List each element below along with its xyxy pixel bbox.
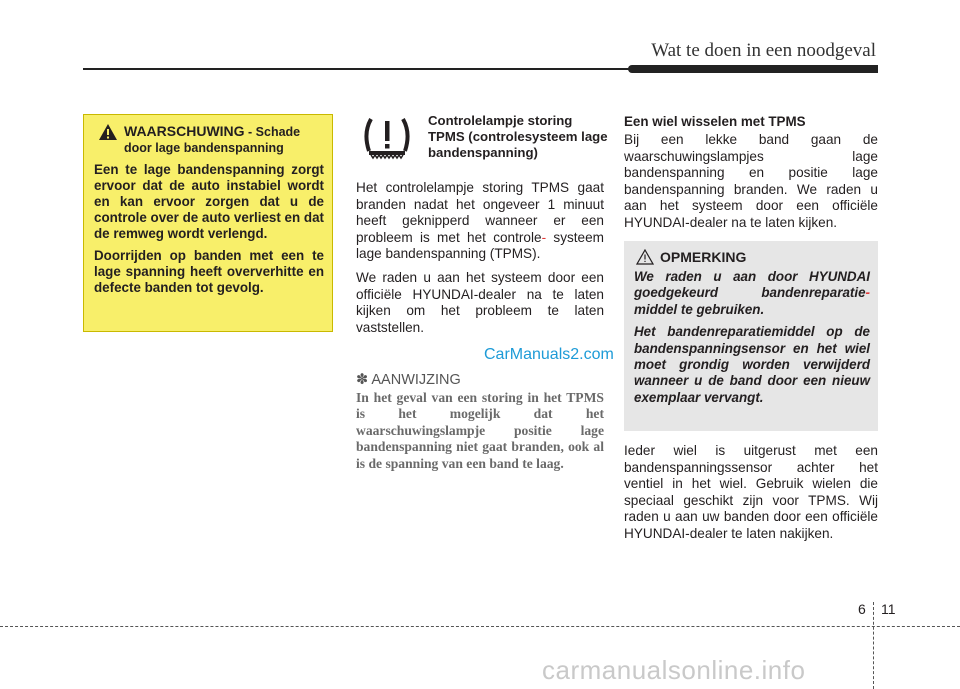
warning-title: WAARSCHUWING xyxy=(124,123,245,139)
opmerking-paragraph-1-hyphen: - xyxy=(865,285,870,301)
tpms-paragraph-1-hyphen: - xyxy=(541,229,547,245)
tpms-body xyxy=(356,180,604,343)
footer-vertical-line xyxy=(873,602,874,689)
watermark-carmanuals: CarManuals2.com xyxy=(484,346,614,363)
wheel-change-title: Een wiel wisselen met TPMS xyxy=(624,114,806,129)
tpms-paragraph-1-cont: systeem lage bandenspanning (TPMS). xyxy=(356,229,605,262)
tpms-paragraph-1-text: Het controlelampje storing TPMS gaat branden nadat het ongeveer 1 minuut heeft geknipperd wanneer er een probleem is met het controle xyxy=(356,180,604,245)
tpms-paragraph-2: We raden u aan het systeem door een officiële HYUNDAI-dealer na te laten kijken om het probleem te laten vaststellen. xyxy=(356,269,604,335)
opmerking-header xyxy=(634,249,870,265)
page-number: 11 xyxy=(881,601,896,617)
footer-dashed-line xyxy=(0,626,960,627)
note-heading: ✽ AANWIJZING xyxy=(356,372,461,388)
opmerking-paragraph-1-cont: middel te gebruiken. xyxy=(634,301,765,317)
wheel-change-paragraph-2: Ieder wiel is uitgerust met een bandenspanningssensor achter het ventiel in het wiel. Gebruik wielen die speciaal geschikt zijn voor TPMS. Wij raden u aan uw banden door een officiële HYUNDAI-dealer te laten nakijken. xyxy=(624,443,878,541)
header-tab xyxy=(628,65,878,73)
wheel-change-paragraph-1: Bij een lekke band gaan de waarschuwingslampjes lage bandenspanning en positie lage bandenspanning branden. We raden u aan het systeem door een officiële HYUNDAI-dealer na te laten kijken. xyxy=(624,132,878,230)
warning-title-wrap xyxy=(124,123,300,156)
tpms-paragraph-1 xyxy=(356,180,604,263)
opmerking-paragraph-1 xyxy=(634,269,870,318)
opmerking-box xyxy=(624,241,878,431)
warning-box xyxy=(83,114,333,332)
note-body: In het geval van een storing in het TPMS is het mogelijk dat het waarschuwingslampje positie lage bandenspanning niet gaat branden, ook al is de spanning van een band te laag. xyxy=(356,390,604,471)
opmerking-paragraph-1-text: We raden u aan door HYUNDAI goedgekeurd bandenreparatie xyxy=(634,269,870,301)
opmerking-paragraph-2: Het bandenreparatiemiddel op de bandenspanningsensor en het wiel moet grondig worden verwijderd wanneer u de band door een nieuw exemplaar vervangt. xyxy=(634,324,870,405)
warning-triangle-icon xyxy=(98,123,118,141)
warning-subtitle-1: - Schade xyxy=(244,125,301,139)
tpms-warning-icon xyxy=(355,113,419,161)
warning-paragraph-1: Een te lage bandenspanning zorgt ervoor dat de auto instabiel wordt en kan ervoor zorgen dat u de controle over de auto verliest en dat de remweg wordt verlengd. xyxy=(94,162,324,241)
warning-header xyxy=(94,123,324,156)
watermark-carmanualsonline: carmanualsonline.info xyxy=(542,655,806,685)
page-header-title: Wat te doen in een noodgeval xyxy=(651,40,876,61)
warning-paragraph-2: Doorrijden op banden met een te lage spanning heeft oververhitte en defecte banden tot gevolg. xyxy=(94,248,324,295)
caution-triangle-icon xyxy=(636,249,654,265)
warning-subtitle-2: door lage bandenspanning xyxy=(124,141,284,155)
chapter-number: 6 xyxy=(858,601,866,617)
opmerking-title: OPMERKING xyxy=(660,249,747,265)
tpms-title: Controlelampje storing TPMS (controlesysteem lage bandenspanning) xyxy=(428,113,608,160)
